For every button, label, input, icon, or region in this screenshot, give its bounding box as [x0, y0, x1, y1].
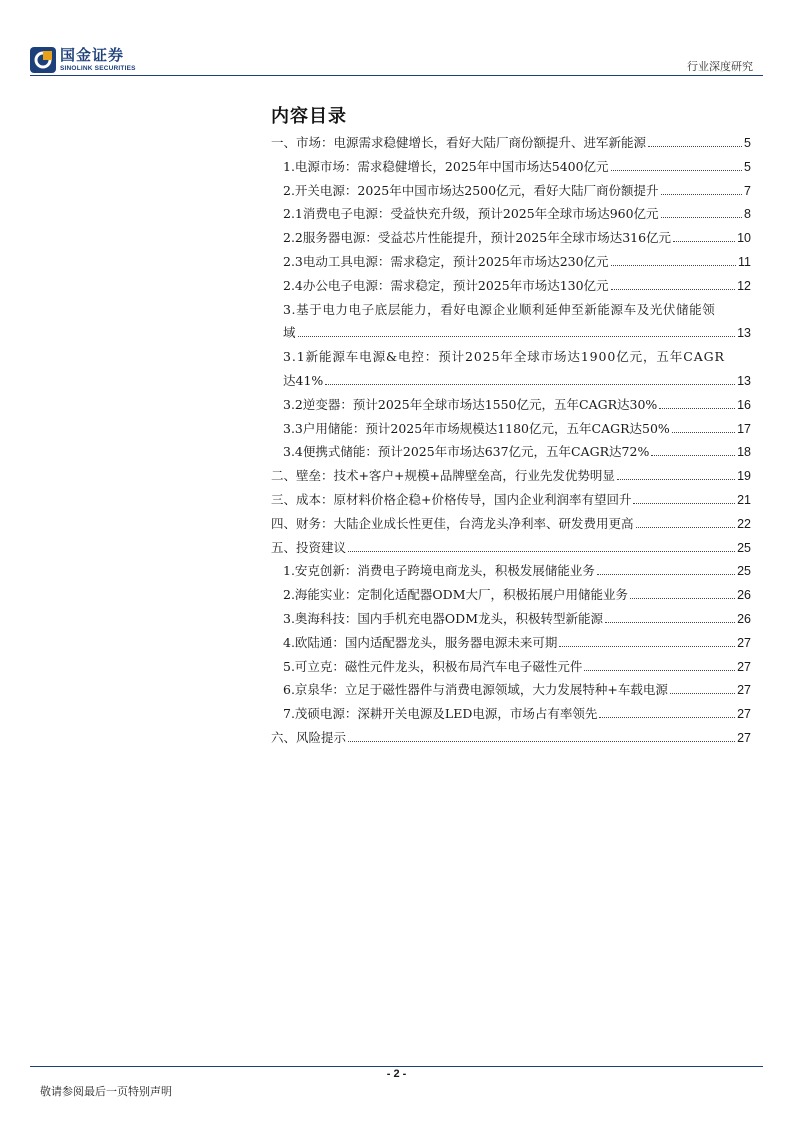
- report-type-label: 行业深度研究: [687, 60, 753, 73]
- toc-entry[interactable]: 5.可立克：磁性元件龙头，积极布局汽车电子磁性元件 27: [283, 658, 751, 674]
- toc-entry[interactable]: 2.开关电源：2025年中国市场达2500亿元，看好大陆厂商份额提升 7: [283, 182, 751, 198]
- header-divider: [30, 75, 763, 76]
- toc-entry[interactable]: 2.海能实业：定制化适配器ODM大厂，积极拓展户用储能业务 26: [283, 587, 751, 603]
- toc-entry[interactable]: 六、风险提示 27: [271, 729, 751, 745]
- disclaimer-note: 敬请参阅最后一页特别声明: [40, 1085, 172, 1098]
- page-number: - 2 -: [386, 1068, 407, 1080]
- toc-entry[interactable]: 五、投资建议 25: [271, 539, 751, 555]
- toc-entry[interactable]: 三、成本：原材料价格企稳+价格传导，国内企业利润率有望回升 21: [271, 491, 751, 507]
- toc-entry[interactable]: 3.奥海科技：国内手机充电器ODM龙头，积极转型新能源 26: [283, 610, 751, 626]
- toc-entry[interactable]: 7.茂硕电源：深耕开关电源及LED电源，市场占有率领先 27: [283, 706, 751, 722]
- toc-entry[interactable]: 1.电源市场：需求稳健增长，2025年中国市场达5400亿元 5: [283, 158, 751, 174]
- table-of-contents: [271, 133, 751, 752]
- toc-entry[interactable]: 一、市场：电源需求稳健增长，看好大陆厂商份额提升、进军新能源 5: [271, 135, 751, 150]
- toc-entry[interactable]: 3.3户用储能：预计2025年市场规模达1180亿元，五年CAGR达50% 17: [283, 420, 751, 436]
- toc-entry[interactable]: 4.欧陆通：国内适配器龙头，服务器电源未来可期 27: [283, 634, 751, 650]
- toc-entry[interactable]: 6.京泉华：立足于磁性器件与消费电源领域，大力发展特种+车载电源 27: [283, 682, 751, 698]
- toc-entry[interactable]: 2.3电动工具电源：需求稳定，预计2025年市场达230亿元 11: [283, 253, 751, 269]
- toc-entry[interactable]: 1.安克创新：消费电子跨境电商龙头，积极发展储能业务 25: [283, 563, 751, 579]
- toc-entry[interactable]: 2.1消费电子电源：受益快充升级，预计2025年全球市场达960亿元 8: [283, 206, 751, 222]
- toc-entry[interactable]: 2.4办公电子电源：需求稳定，预计2025年市场达130亿元 12: [283, 277, 751, 293]
- toc-entry[interactable]: 二、壁垒：技术+客户+规模+品牌壁垒高，行业先发优势明显 19: [271, 468, 751, 484]
- company-logo: [30, 44, 150, 76]
- toc-entry[interactable]: 四、财务：大陆企业成长性更佳，台湾龙头净利率、研发费用更高 22: [271, 515, 751, 531]
- toc-title: 内容目录: [271, 106, 347, 127]
- toc-entry[interactable]: 3.2逆变器：预计2025年全球市场达1550亿元，五年CAGR达30% 16: [283, 396, 751, 412]
- sinolink-logo-icon: [30, 47, 56, 73]
- logo-chinese-name: 国金证券: [60, 45, 125, 64]
- toc-entry[interactable]: 3.4便携式储能：预计2025年市场达637亿元，五年CAGR达72% 18: [283, 444, 751, 460]
- footer-divider: [30, 1066, 763, 1067]
- toc-entry[interactable]: 3.1新能源车电源&电控：预计2025年全球市场达1900亿元，五年CAGR 达41% 13: [283, 349, 751, 388]
- logo-english-name: SINOLINK SECURITIES: [60, 64, 136, 72]
- toc-entry[interactable]: 3.基于电力电子底层能力，看好电源企业顺利延伸至新能源车及光伏储能领 域 13: [283, 301, 751, 341]
- toc-entry[interactable]: 2.2服务器电源：受益芯片性能提升，预计2025年全球市场达316亿元 10: [283, 230, 751, 246]
